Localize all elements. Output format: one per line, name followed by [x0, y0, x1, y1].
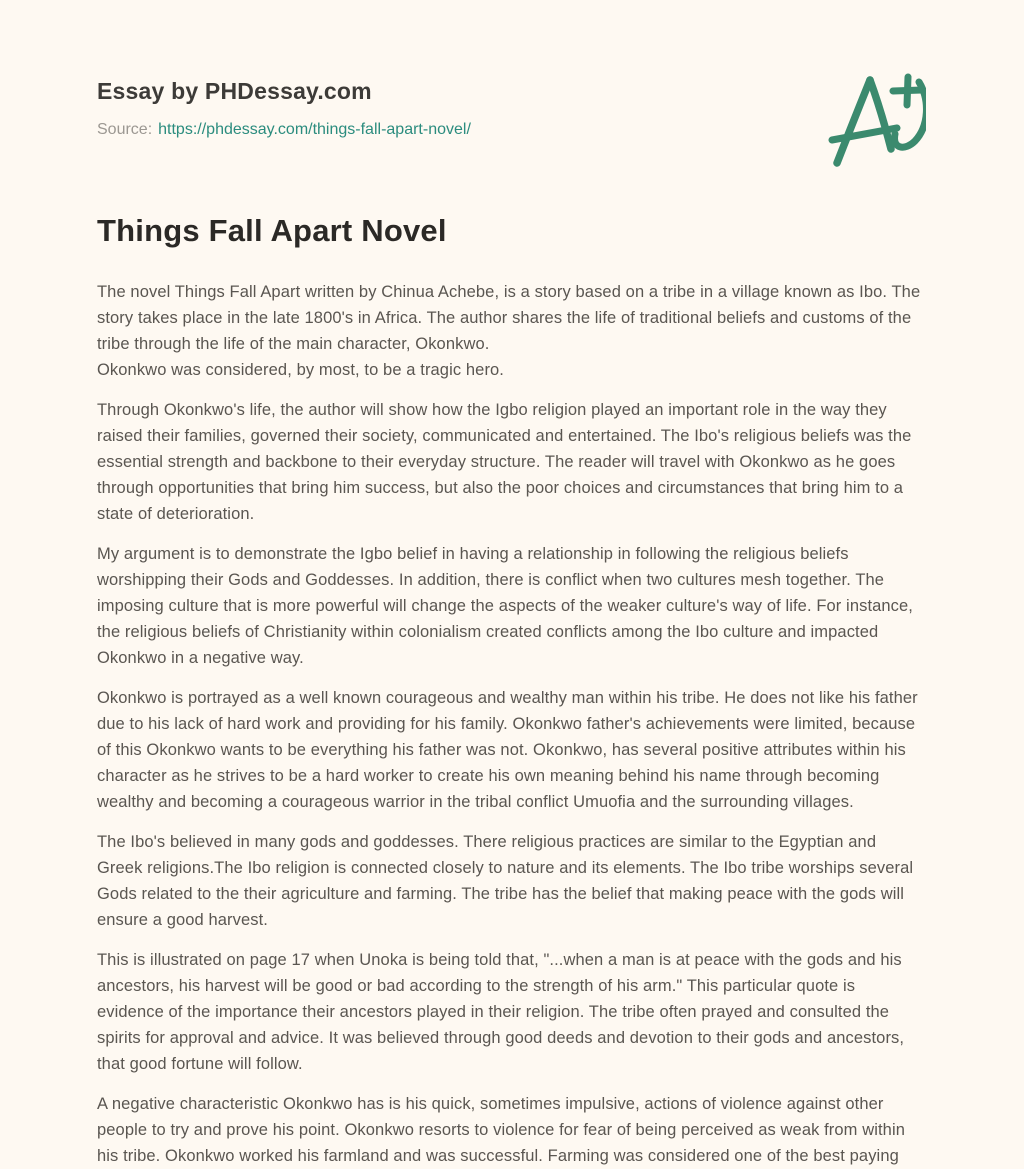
essay-paragraph	[97, 947, 921, 1077]
source-label: Source:	[97, 121, 153, 138]
essay-body	[97, 279, 921, 1169]
page-header	[97, 78, 924, 139]
essay-title: Things Fall Apart Novel	[97, 213, 447, 248]
essay-paragraph	[97, 1091, 921, 1169]
a-plus-logo-icon	[826, 68, 926, 168]
paragraph-text: A negative characteristic Okonkwo has is his quick, sometimes impulsive, actions of violence against other people to try and prove his point. Okonkwo resorts to violence for fear of being perceived as weak from within his tribe. Okonkwo worked his farmland and was successful. Farming was considered one of the best paying	[97, 1095, 905, 1165]
paragraph-text: The novel Things Fall Apart written by Chinua Achebe, is a story based on a tribe in a village known as Ibo. The story takes place in the late 1800's in Africa. The author shares the life of traditional beliefs and customs of the tribe through the life of the main character, Okonkwo.	[97, 283, 921, 353]
source-link[interactable]: https://phdessay.com/things-fall-apart-novel/	[158, 121, 471, 138]
essay-paragraph	[97, 279, 921, 383]
paragraph-text: Through Okonkwo's life, the author will show how the Igbo religion played an important role in the way they raised their families, governed their society, communicated and entertained. The Ibo's religious beliefs was the essential strength and backbone to their everyday structure. The reader will travel with Okonkwo as he goes through opportunities that bring him success, but also the poor choices and circumstances that bring him to a state of deterioration.	[97, 401, 912, 523]
essay-paragraph	[97, 397, 921, 527]
paragraph-text: Okonkwo was considered, by most, to be a tragic hero.	[97, 361, 504, 379]
essay-main	[97, 213, 924, 1169]
brand-title: Essay by PHDessay.com	[97, 78, 372, 104]
paragraph-text: This is illustrated on page 17 when Unoka is being told that, "...when a man is at peace with the gods and his ancestors, his harvest will be good or bad according to the strength of his arm." This particular quote is evidence of the importance their ancestors played in their religion. The tribe often prayed and consulted the spirits for approval and advice. It was believed through good deeds and devotion to their gods and ancestors, that good fortune will follow.	[97, 951, 905, 1073]
essay-paragraph	[97, 829, 921, 933]
paragraph-text: The Ibo's believed in many gods and goddesses. There religious practices are similar to the Egyptian and Greek religions.The Ibo religion is connected closely to nature and its elements. The Ibo tribe worships several Gods related to the their agriculture and farming. The tribe has the belief that making peace with the gods will ensure a good harvest.	[97, 833, 914, 929]
essay-paragraph	[97, 685, 921, 815]
paragraph-text: My argument is to demonstrate the Igbo belief in having a relationship in following the religious beliefs worshipping their Gods and Goddesses. In addition, there is conflict when two cultures mesh together. The imposing culture that is more powerful will change the aspects of the weaker culture's way of life. For instance, the religious beliefs of Christianity within colonialism created conflicts among the Ibo culture and impacted Okonkwo in a negative way.	[97, 545, 913, 667]
essay-paragraph	[97, 541, 921, 671]
paragraph-text: Okonkwo is portrayed as a well known courageous and wealthy man within his tribe. He does not like his father due to his lack of hard work and providing for his family. Okonkwo father's achievements were limited, because of this Okonkwo wants to be everything his father was not. Okonkwo, has several positive attributes within his character as he strives to be a hard worker to create his own meaning behind his name through becoming wealthy and becoming a courageous warrior in the tribal conflict Umuofia and the surrounding villages.	[97, 689, 918, 811]
source-line	[97, 121, 924, 139]
